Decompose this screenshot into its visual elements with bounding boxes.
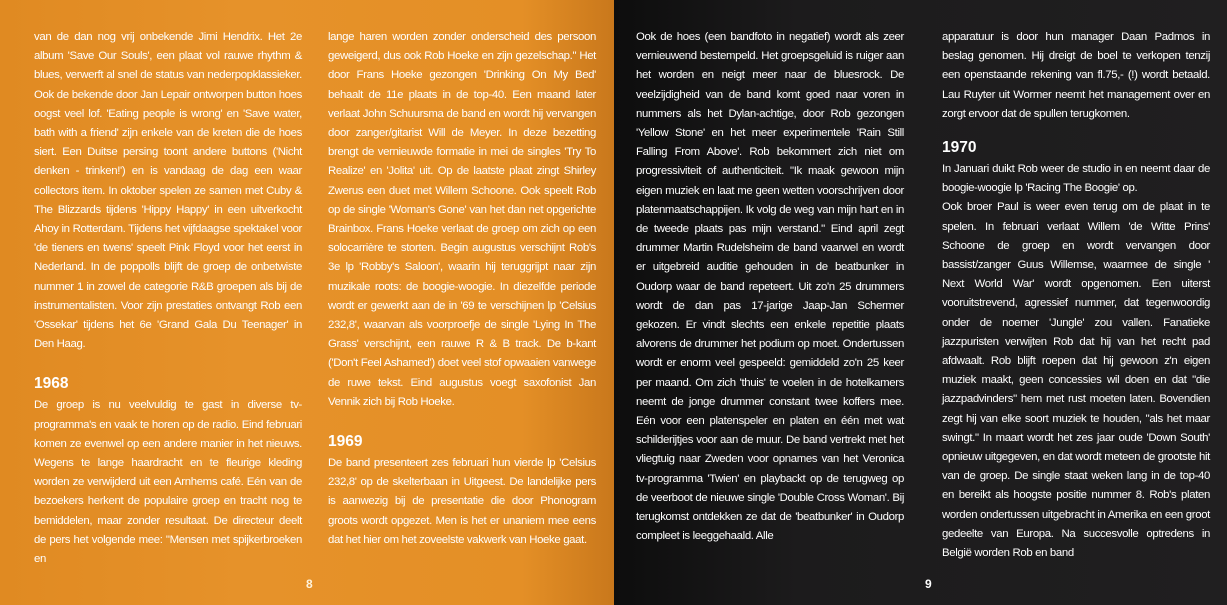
paragraph: Ook broer Paul is weer even terug om de plaat in te spelen. In februari verlaat Willem 'de Witte Prins' Schoone de groep en wordt vervangen door bassist/zanger Guus Willemse, waarmee de single ' Next World War' wordt opgenomen. Een uiterst vooruitstrevend, agressief nummer, dat tegenwoordig onder de noemer 'Jungle' zou vallen. Fanatieke jazzpuristen verwijten Rob dat hij van het recht pad afdwaalt. Rob blijft roepen dat hij gewoon z'n eigen muziek maakt, geen concessies wil doen en dat "die jazzpadvinders" hem met rust moeten laten. Bovendien zegt hij van elke soort muziek te houden, "als het maar swingt." In maart wordt het zes jaar oude 'Down South' opnieuw uitgegeven, en dat wordt meteen de grootste hit van de groep. De single staat weken lang in de top-40 en bereikt als hoogste positie nummer 8. Rob's platen worden ondertussen uitgebracht in Amerika en een groot gedeelte van Europa. Na succesvolle optredens in België worden Rob en band [942,201,1210,560]
page-number: 9 [925,577,932,591]
paragraph: In Januari duikt Rob weer de studio in en neemt daar de boogie-woogie lp 'Racing The Boogie' op. [942,163,1210,195]
left-page-column-1 [34,28,302,569]
paragraph: De groep is nu veelvuldig te gast in diverse tv-programma's en vaak te horen op de radio. Eind februari komen ze evenwel op een andere manier in het nieuws. Wegens te lange haardracht en te fleurige kleding worden ze verwijderd uit een Arnhems café. Eén van de bezoekers herkent de populaire groep en tracht nog te bemiddelen, maar zonder resultaat. De directeur deelt de pers het volgende mee: "Mensen met spijkerbroeken en [34,399,302,566]
right-page-column-1 [636,28,904,546]
section-heading-1968: 1968 [34,375,69,393]
paragraph: van de dan nog vrij onbekende Jimi Hendrix. Het 2e album 'Save Our Souls', een plaat vol rauwe rhythm & blues, verwerft al snel de status van nederpopklassieker. Ook de bekende door Jan Lepair ontworpen button hoes oogst veel lof. 'Eating people is wrong' en 'Save water, bath with a friend' zijn enkele van de kreten die de hoes siert. Een Duitse persing toont andere buttons ('Nicht denken - trinken!') en is vandaag de dag een waar collectors item. In oktober spelen ze samen met Cuby & The Blizzards tijdens 'Hippy Happy' in een uitverkocht Ahoy in Rotterdam. Tijdens het vijfdaagse spektakel voor 'de tieners en twens' speelt Pink Floyd voor het eerst in Nederland. In de poppolls blijft de groep de onbetwiste nummer 1 in zowel de categorie R&B groepen als bij de instrumentalisten. Voor zijn prestaties ontvangt Rob een 'Ossekar' tijdens het 6e 'Grand Gala Du Teenager' in Den Haag. [34,31,302,351]
right-page-column-2 [942,28,1210,563]
section-heading-1970: 1970 [942,139,977,157]
section-heading-1969: 1969 [328,433,363,451]
paragraph: De band presenteert zes februari hun vierde lp 'Celsius 232,8' op de skelterbaan in Uitgeest. De landelijke pers is aanwezig bij de presentatie die door Phonogram groots wordt opgezet. Men is het er unaniem mee eens dat het hier om het zoveelste vakwerk van Hoeke gaat. [328,457,596,546]
paragraph: apparatuur is door hun manager Daan Padmos in beslag genomen. Hij dreigt de boel te verkopen tenzij een openstaande rekening van fl.75,- (!) wordt betaald. Lau Ruyter uit Wormer neemt het management over en zorgt ervoor dat de spullen terugkomen. [942,31,1210,120]
page-number: 8 [306,577,313,591]
paragraph: lange haren worden zonder onderscheid des persoon geweigerd, dus ook Rob Hoeke en zijn gezelschap." Het door Frans Hoeke gezongen 'Drinking On My Bed' behaalt de 11e plaats in de top-40. Een maand later verlaat John Schuursma de band en wordt hij vervangen door zanger/gitarist Will de Meyer. In deze bezetting brengt de vernieuwde formatie in mei de singles 'Try To Realize' en 'Jolita' uit. Op de laatste plaat zingt Shirley Zwerus een duet met Willem Schoone. Ook speelt Rob op de single 'Woman's Gone' van het dan net opgerichte Brainbox. Frans Hoeke verlaat de groep om zich op een solocarrière te storten. Begin augustus verschijnt Rob's 3e lp 'Robby's Saloon', waarin hij teruggrijpt naar zijn muzikale roots: de boogie-woogie. In diezelfde periode wordt er gewerkt aan de in '69 te verschijnen lp 'Celsius 232,8', waarvan als voorproefje de single 'Lying In The Grass' verschijnt, een rauwe R & B track. De b-kant ('Don't Feel Ashamed') doet veel stof opwaaien vanwege de ruwe tekst. Eind augustus voegt saxofonist Jan Vennik zich bij Rob Hoeke. [328,31,596,408]
paragraph: Ook de hoes (een bandfoto in negatief) wordt als zeer vernieuwend bestempeld. Het groepsgeluid is ruiger aan het worden en neigt meer naar de bluesrock. De veelzijdigheid van de band komt goed naar voren in nummers als het Dylan-achtige, door Rob gezongen 'Yellow Stone' en het meer experimentele 'Rain Still Falling From Above'. Rob bekommert zich niet om progressiviteit of authenticiteit. "Ik maak gewoon mijn eigen muziek en laat me geen wetten voorschrijven door platenmaatschappijen. Ik volg de weg van mijn hart en in de tweede plaats pas mijn verstand." Eind april zegt drummer Martin Rudelsheim de band vaarwel en wordt er uitgebreid auditie gehouden in de beatbunker in Oudorp waar de band repeteert. Uit zo'n 25 drummers wordt de dan pas 17-jarige Jaap-Jan Schermer gekozen. Er vindt slechts een enkele repetitie plaats alvorens de drummer het podium op moet. Ondertussen wordt er enorm veel gespeeld: gemiddeld zo'n 25 keer per maand. Om zich 'thuis' te voelen in de hotelkamers neemt de jonge drummer constant twee koffers mee. Eén voor een platenspeler en platen en één met wat schilderijtjes voor aan de muur. De band vertrekt met het vliegtuig naar Zweden voor opnames van het Veronica tv-programma 'Twien' en playbackt op de terugweg op de veerboot de nieuwe single 'Double Cross Woman'. Bij terugkomst ontdekken ze dat de 'beatbunker' in Oudorp compleet is leeggehaald. Alle [636,31,904,543]
left-page-column-2 [328,28,596,550]
right-page [614,0,1227,605]
